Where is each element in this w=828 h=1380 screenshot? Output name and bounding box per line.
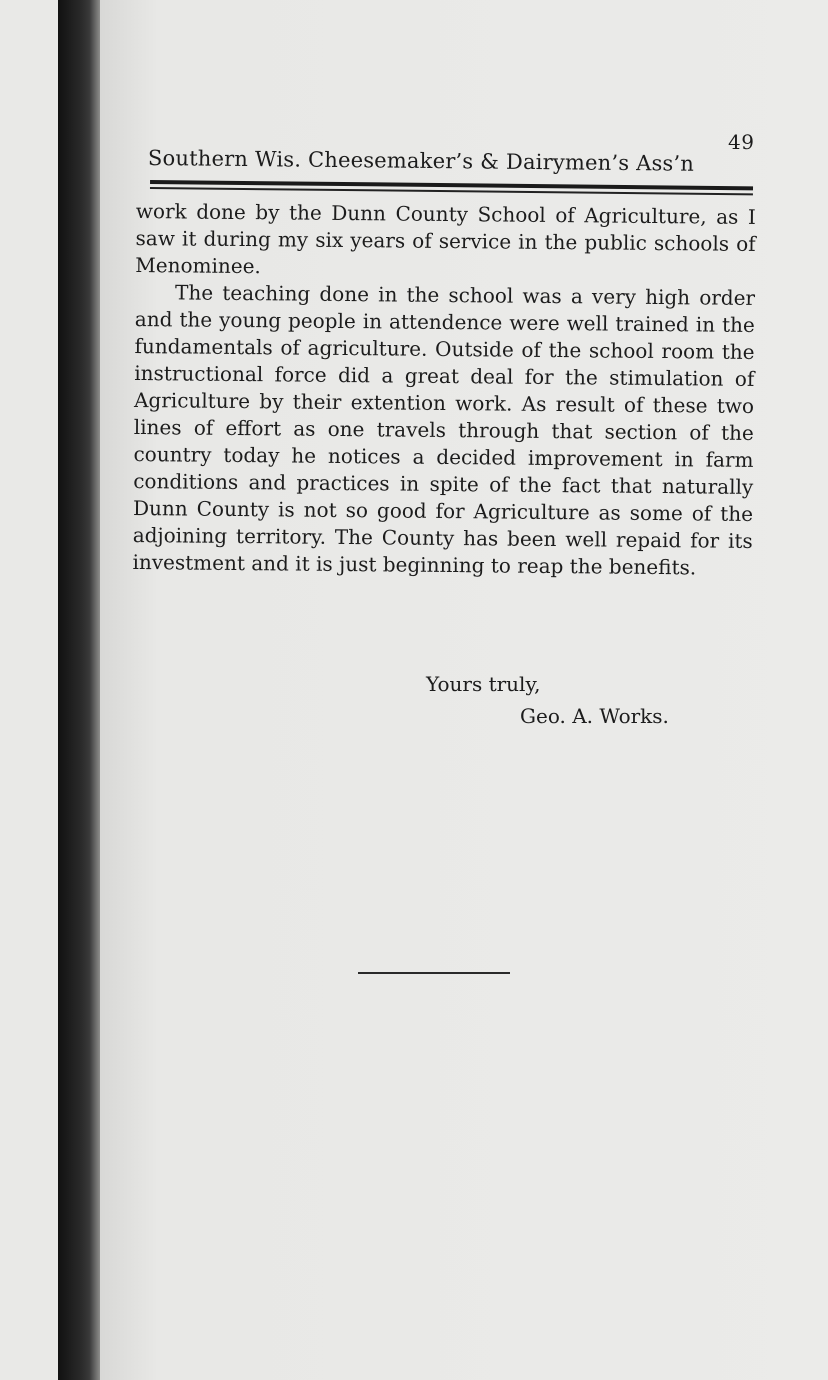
running-head: Southern Wis. Cheesemaker’s & Dairymen’s Ass’n bbox=[147, 146, 695, 176]
letter-body bbox=[132, 198, 756, 582]
paragraph-teaching: The teaching done in the school was a very high order and the young people in attendence were well trained in the fundamentals of agriculture. Outside of the school room the instructional force did a great deal for the stimulation of Agriculture by their extention work. As result of these two lines of effort as one travels through that section of the country today he notices a decided improvement in farm conditions and practices in spite of the fact that naturally Dunn County is not so good for Agriculture as some of the adjoining territory. The County has been well repaid for its investment and it is just beginning to reap the benefits. bbox=[132, 280, 756, 580]
scan-margin bbox=[0, 0, 58, 1380]
section-end-rule bbox=[358, 972, 510, 974]
letter-signature: Geo. A. Works. bbox=[520, 704, 669, 728]
book-binding-shadow bbox=[58, 0, 100, 1380]
paragraph-continued: work done by the Dunn County School of Agriculture, as I saw it during my six years of service in the public schools of Menominee. bbox=[135, 198, 756, 279]
page-number: 49 bbox=[728, 130, 755, 154]
letter-closing: Yours truly, bbox=[426, 672, 541, 696]
